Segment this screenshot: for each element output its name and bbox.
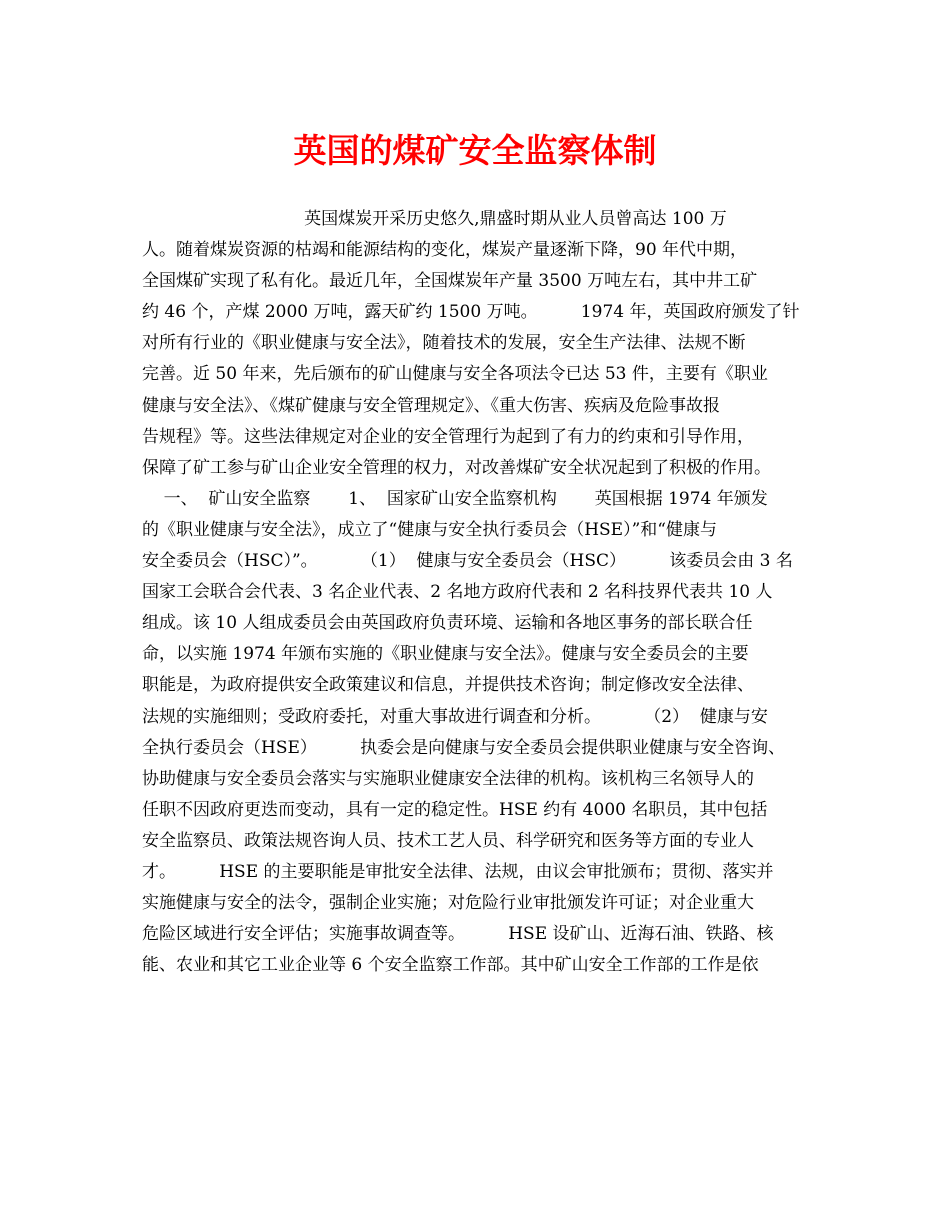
body-line: 健康与安全法》、《煤矿健康与安全管理规定》、《重大伤害、疾病及危险事故报 bbox=[142, 395, 720, 416]
body-line: 完善。近 50 年来，先后颁布的矿山健康与安全各项法令已达 53 件，主要有《职业 bbox=[142, 364, 768, 385]
body-line: 协助健康与安全委员会落实与实施职业健康安全法律的机构。该机构三名领导人的 bbox=[142, 768, 754, 789]
body-line: 危险区域进行安全评估；实施事故调查等。 HSE 设矿山、近海石油、铁路、核 bbox=[142, 924, 774, 945]
body-line: 能、农业和其它工业企业等 6 个安全监察工作部。其中矿山安全工作部的工作是依 bbox=[142, 955, 759, 976]
body-line: 任职不因政府更迭而变动，具有一定的稳定性。HSE 约有 4000 名职员，其中包括 bbox=[142, 799, 768, 820]
document-body bbox=[142, 204, 818, 981]
body-line: 安全监察员、政策法规咨询人员、技术工艺人员、科学研究和医务等方面的专业人 bbox=[142, 830, 754, 851]
body-line: 实施健康与安全的法令，强制企业实施；对危险行业审批颁发许可证；对企业重大 bbox=[142, 893, 754, 914]
body-line: 的《职业健康与安全法》，成立了“健康与安全执行委员会（HSE）”和“健康与 bbox=[142, 519, 717, 540]
document-title: 英国的煤矿安全监察体制 bbox=[293, 131, 657, 170]
body-line: 全执行委员会（HSE） 执委会是向健康与安全委员会提供职业健康与安全咨询、 bbox=[142, 737, 786, 758]
body-line: 国家工会联合会代表、3 名企业代表、2 名地方政府代表和 2 名科技界代表共 10 人 bbox=[142, 582, 773, 603]
body-line: 约 46 个，产煤 2000 万吨，露天矿约 1500 万吨。 1974 年，英国政府颁发了针 bbox=[142, 302, 800, 323]
body-line: 一、 矿山安全监察 1、 国家矿山安全监察机构 英国根据 1974 年颁发 bbox=[142, 488, 768, 509]
body-line: 命，以实施 1974 年颁布实施的《职业健康与安全法》。健康与安全委员会的主要 bbox=[142, 644, 749, 665]
body-line: 法规的实施细则；受政府委托，对重大事故进行调查和分析。 （2） 健康与安 bbox=[142, 706, 768, 727]
body-line: 安全委员会（HSC）”。 （1） 健康与安全委员会（HSC） 该委员会由 3 名 bbox=[142, 551, 793, 572]
body-line: 保障了矿工参与矿山企业安全管理的权力，对改善煤矿安全状况起到了积极的作用。 bbox=[142, 457, 771, 478]
body-line: 告规程》等。这些法律规定对企业的安全管理行为起到了有力的约束和引导作用， bbox=[142, 426, 754, 447]
body-line: 人。随着煤炭资源的枯竭和能源结构的变化，煤炭产量逐渐下降，90 年代中期， bbox=[142, 240, 748, 261]
body-line: 英国煤炭开采历史悠久,鼎盛时期从业人员曾高达 100 万 bbox=[142, 209, 727, 229]
body-line: 职能是，为政府提供安全政策建议和信息，并提供技术咨询；制定修改安全法律、 bbox=[142, 675, 754, 696]
body-line: 对所有行业的《职业健康与安全法》，随着技术的发展，安全生产法律、法规不断 bbox=[142, 333, 746, 354]
body-line: 才。 HSE 的主要职能是审批安全法律、法规，由议会审批颁布；贯彻、落实并 bbox=[142, 861, 774, 882]
body-line: 组成。该 10 人组成委员会由英国政府负责环境、运输和各地区事务的部长联合任 bbox=[142, 613, 753, 634]
body-line: 全国煤矿实现了私有化。最近几年，全国煤炭年产量 3500 万吨左右，其中井工矿 bbox=[142, 271, 758, 292]
